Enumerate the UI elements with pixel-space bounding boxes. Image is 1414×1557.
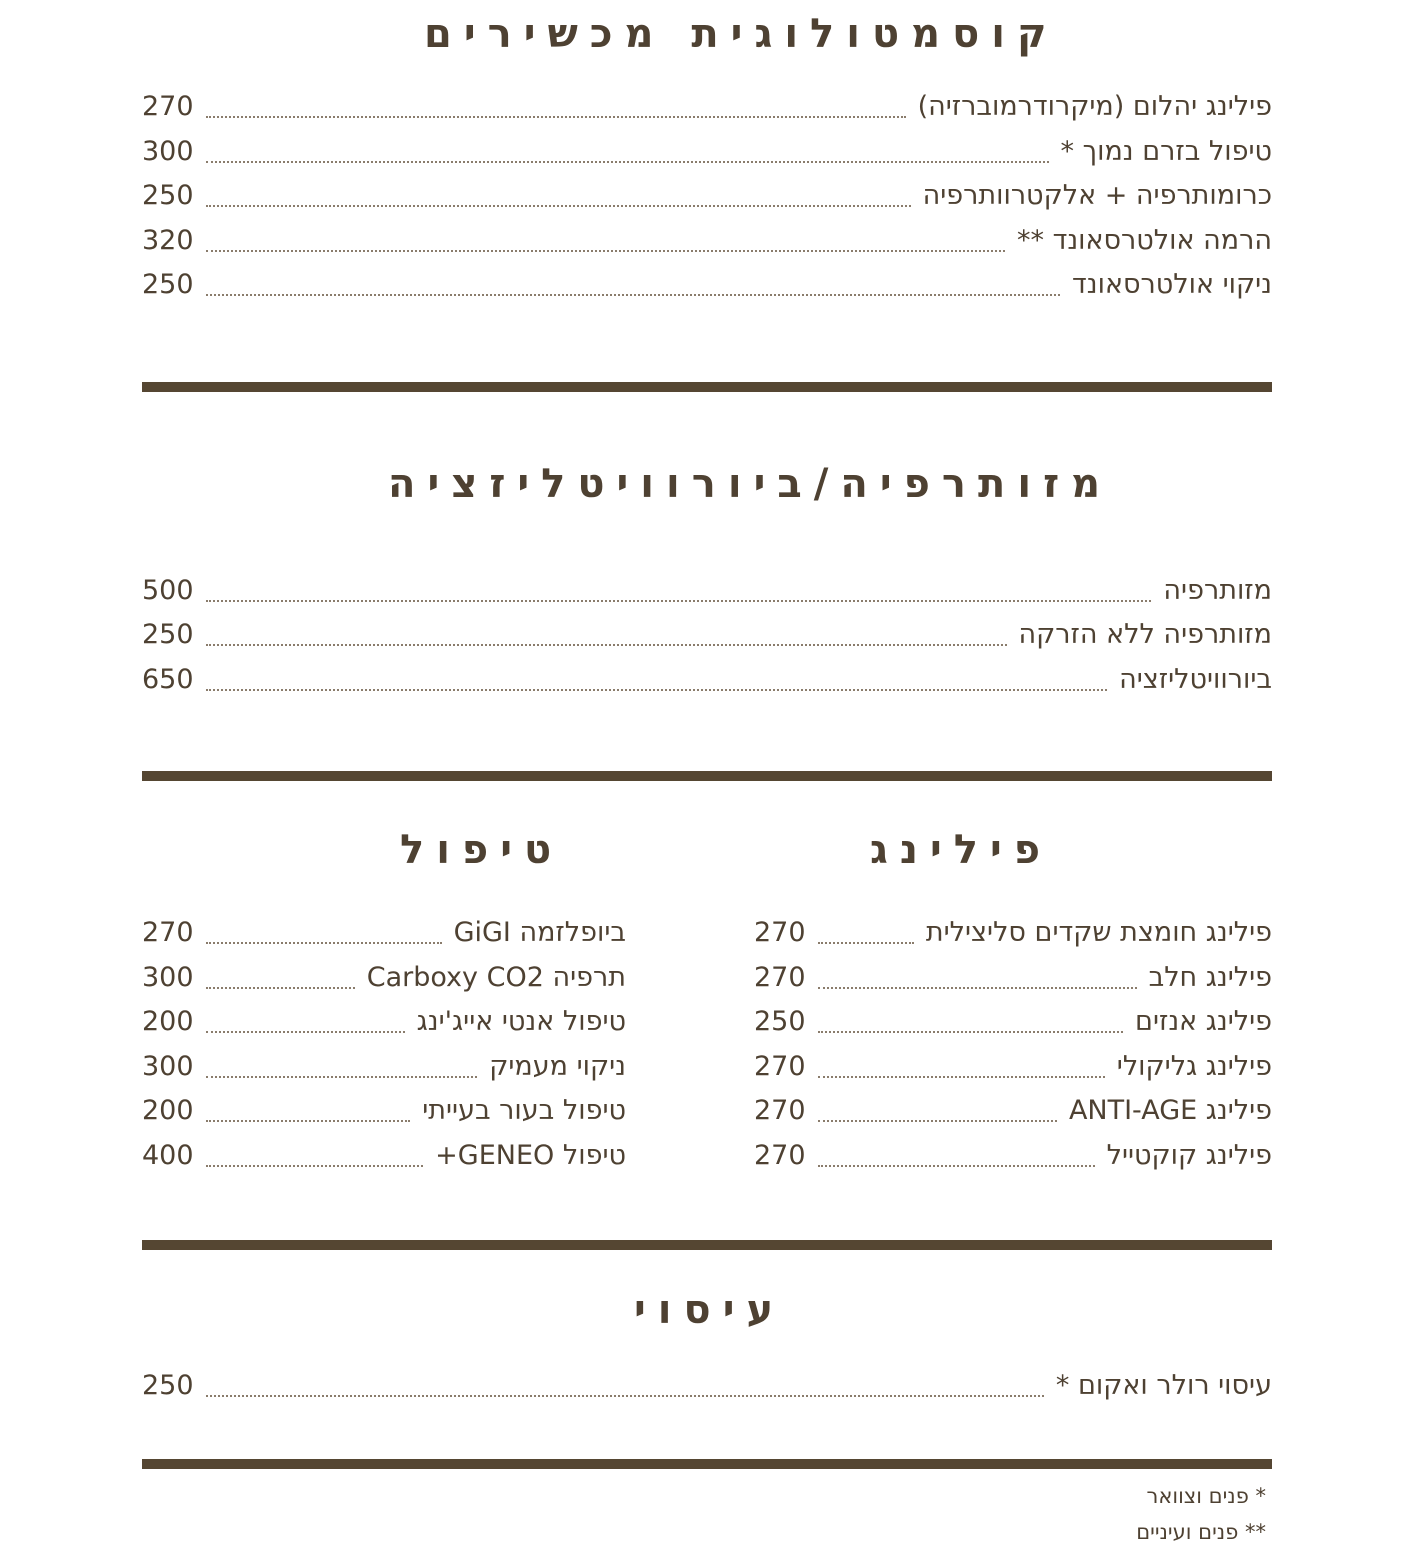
item-price: 500 [142, 575, 194, 606]
item-price: 300 [142, 136, 194, 167]
item-price: 400 [142, 1140, 194, 1171]
dot-leader [206, 644, 1007, 646]
section-divider [142, 1459, 1272, 1469]
item-price: 200 [142, 1095, 194, 1126]
dot-leader [818, 987, 1137, 989]
item-name: פילינג גליקולי [1116, 1051, 1272, 1082]
price-row [142, 961, 626, 995]
item-name: מזותרפיה [1163, 575, 1272, 606]
price-row [754, 1094, 1272, 1128]
item-name: פילינג ANTI-AGE [1068, 1095, 1272, 1126]
dot-leader [206, 1395, 1044, 1397]
section-title-treatment: טיפול [400, 827, 564, 873]
dot-leader [206, 942, 442, 944]
price-row [142, 179, 1272, 213]
dot-leader [818, 1031, 1123, 1033]
price-row [142, 1005, 626, 1039]
price-row [142, 916, 626, 950]
item-price: 200 [142, 1006, 194, 1037]
section-divider [142, 382, 1272, 392]
item-price: 270 [142, 917, 194, 948]
item-name: פילינג חומצת שקדים סליצילית [925, 917, 1272, 948]
item-price: 270 [754, 917, 806, 948]
item-name: כרומותרפיה + אלקטרוותרפיה [922, 180, 1272, 211]
item-name: עיסוי רולר ואקום * [1055, 1370, 1272, 1401]
dot-leader [206, 161, 1049, 163]
dot-leader [206, 689, 1108, 691]
dot-leader [818, 1165, 1095, 1167]
item-name: טיפול בזרם נמוך * [1060, 136, 1272, 167]
item-price: 250 [754, 1006, 806, 1037]
section-divider [142, 1240, 1272, 1250]
price-row [754, 961, 1272, 995]
price-row [754, 1005, 1272, 1039]
footnote-double-star: ** פנים ועיניים [1136, 1520, 1266, 1544]
item-name: ביורוויטליזציה [1119, 664, 1272, 695]
item-name: ביופלזמה GiGI [453, 917, 626, 948]
price-row [142, 1094, 626, 1128]
dot-leader [818, 1120, 1057, 1122]
price-row [142, 574, 1272, 608]
item-price: 250 [142, 1370, 194, 1401]
section-title-massage: עיסוי [634, 1287, 786, 1333]
section-title-meso: מזותרפיה/ביורוויטליזציה [388, 461, 1113, 507]
dot-leader [206, 1076, 478, 1078]
dot-leader [206, 987, 355, 989]
price-row [142, 618, 1272, 652]
item-price: 250 [142, 180, 194, 211]
item-price: 270 [142, 91, 194, 122]
price-row [754, 916, 1272, 950]
dot-leader [206, 250, 1005, 252]
price-row [754, 1050, 1272, 1084]
item-name: טיפול GENEO+ [435, 1140, 626, 1171]
item-price: 300 [142, 1051, 194, 1082]
item-price: 250 [142, 269, 194, 300]
dot-leader [818, 942, 914, 944]
item-price: 300 [142, 962, 194, 993]
price-row [142, 135, 1272, 169]
price-row [142, 1369, 1272, 1403]
footnote-single-star: * פנים וצוואר [1146, 1484, 1266, 1508]
dot-leader [206, 205, 911, 207]
item-name: פילינג קוקטייל [1106, 1140, 1272, 1171]
price-row [142, 1050, 626, 1084]
item-name: פילינג אנזים [1135, 1006, 1272, 1037]
dot-leader [206, 1120, 411, 1122]
dot-leader [206, 600, 1152, 602]
item-price: 270 [754, 1051, 806, 1082]
item-name: מזותרפיה ללא הזרקה [1018, 619, 1272, 650]
price-row [142, 268, 1272, 302]
item-price: 270 [754, 1140, 806, 1171]
section-title-peeling: פילינג [870, 827, 1053, 873]
price-row [142, 90, 1272, 124]
item-price: 650 [142, 664, 194, 695]
dot-leader [206, 1031, 405, 1033]
dot-leader [206, 1165, 424, 1167]
section-divider [142, 771, 1272, 781]
price-row [142, 1139, 626, 1173]
item-name: פילינג חלב [1148, 962, 1272, 993]
dot-leader [206, 294, 1060, 296]
price-row [142, 224, 1272, 258]
dot-leader [206, 116, 906, 118]
item-name: ניקוי מעמיק [489, 1051, 626, 1082]
item-name: הרמה אולטרסאונד ** [1017, 225, 1272, 256]
dot-leader [818, 1076, 1105, 1078]
price-row [754, 1139, 1272, 1173]
item-name: ניקוי אולטרסאונד [1072, 269, 1272, 300]
item-name: טיפול אנטי אייג'ינג [416, 1006, 626, 1037]
item-name: תרפיה Carboxy CO2 [366, 962, 626, 993]
item-price: 270 [754, 962, 806, 993]
item-price: 250 [142, 619, 194, 650]
item-name: טיפול בעור בעייתי [422, 1095, 626, 1126]
item-price: 320 [142, 225, 194, 256]
item-name: פילינג יהלום (מיקרודרמוברזיה) [917, 91, 1272, 122]
section-title-devices: קוסמטולוגית מכשירים [424, 11, 1059, 57]
item-price: 270 [754, 1095, 806, 1126]
price-row [142, 663, 1272, 697]
